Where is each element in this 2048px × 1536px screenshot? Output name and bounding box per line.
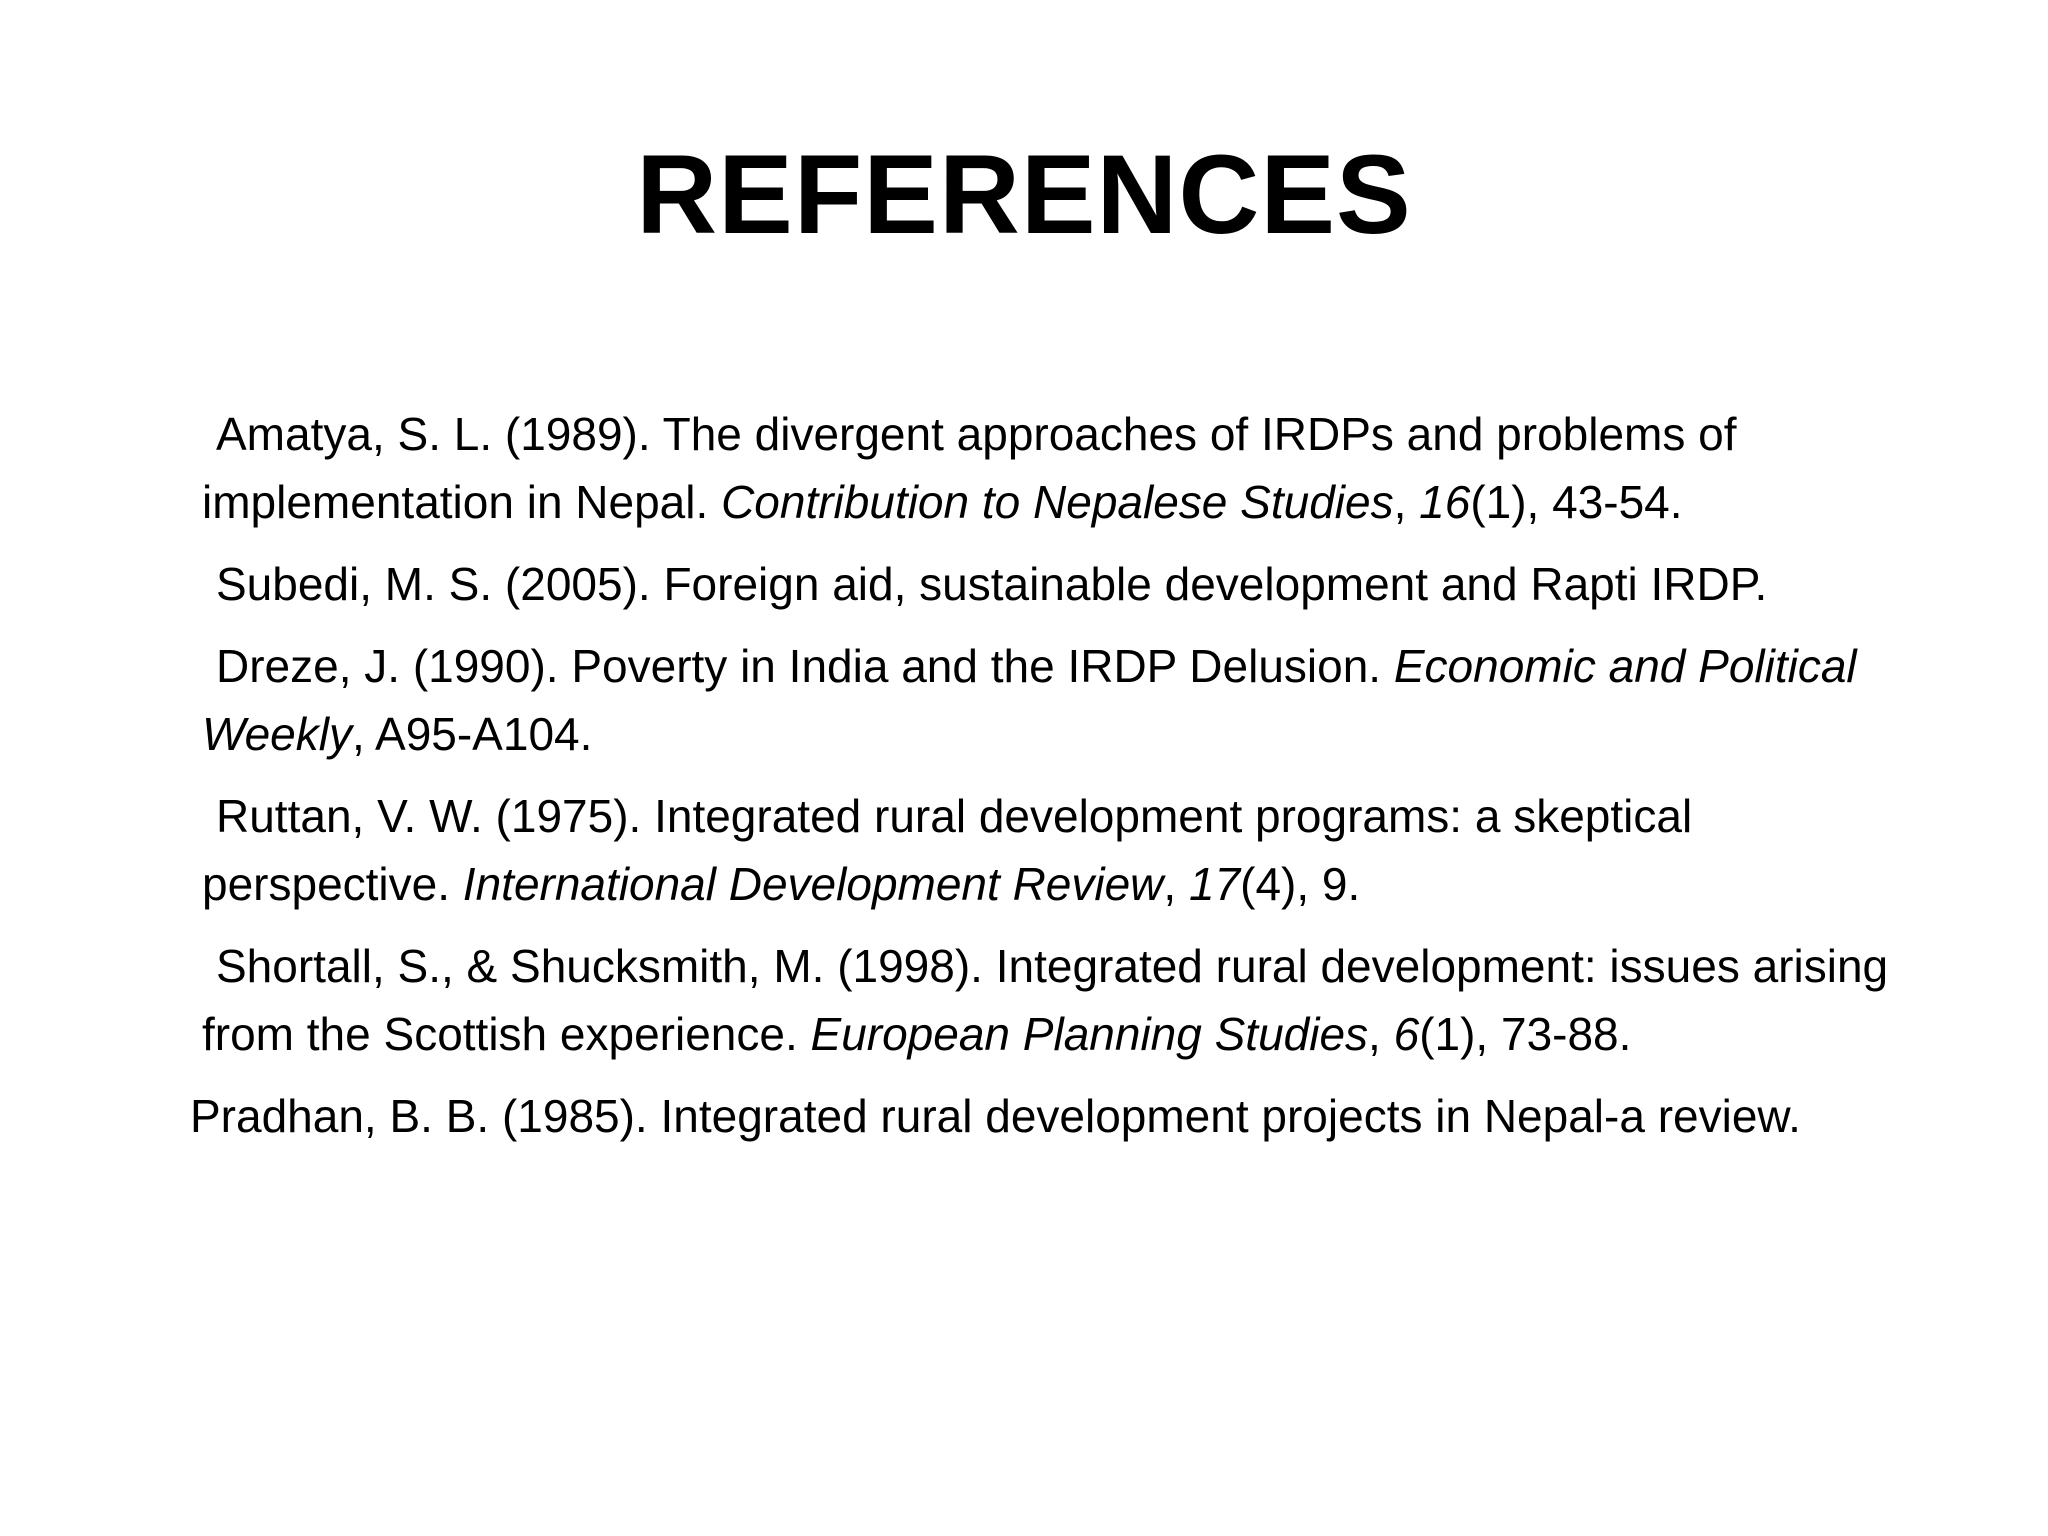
reference-item (190, 632, 1910, 768)
reference-text: Shortall, S., & Shucksmith, M. (1998). Integrated rural development: issues arising from the Scottish experience. (202, 940, 1889, 1060)
reference-item (190, 400, 1910, 536)
reference-separator: , (1393, 476, 1420, 528)
reference-text: Dreze, J. (1990). Poverty in India and the IRDP Delusion. (216, 640, 1394, 692)
reference-pages: A95-A104. (375, 708, 593, 760)
reference-volume: 17 (1188, 858, 1241, 910)
reference-text: Pradhan, B. B. (1985). Integrated rural development projects in Nepal-a review. (190, 1090, 1801, 1142)
reference-list (190, 400, 1910, 1164)
reference-journal: European Planning Studies (810, 1008, 1369, 1060)
reference-text: Ruttan, V. W. (1975). Integrated rural development programs: a skeptical perspective. (202, 790, 1693, 910)
reference-separator: , (351, 708, 376, 760)
reference-item (190, 932, 1910, 1068)
reference-pages: (1), 73-88. (1419, 1008, 1632, 1060)
slide-title: REFERENCES (636, 132, 1412, 257)
reference-volume: 16 (1419, 476, 1471, 528)
reference-item (190, 782, 1910, 918)
reference-journal: Economic and Political Weekly (202, 640, 1857, 760)
reference-item (190, 550, 1910, 618)
reference-text: Amatya, S. L. (1989). The divergent approaches of IRDPs and problems of implementation in Nepal. (202, 408, 1737, 528)
reference-journal: International Development Review (462, 858, 1164, 910)
reference-volume: 6 (1393, 1008, 1420, 1060)
reference-journal: Contribution to Nepalese Studies (721, 476, 1394, 528)
reference-text: Subedi, M. S. (2005). Foreign aid, sustainable development and Rapti IRDP. (216, 558, 1768, 610)
reference-item (178, 1082, 1910, 1150)
reference-pages: (4), 9. (1240, 858, 1361, 910)
reference-separator: , (1163, 858, 1189, 910)
reference-pages: (1), 43-54. (1470, 476, 1683, 528)
reference-separator: , (1368, 1008, 1394, 1060)
